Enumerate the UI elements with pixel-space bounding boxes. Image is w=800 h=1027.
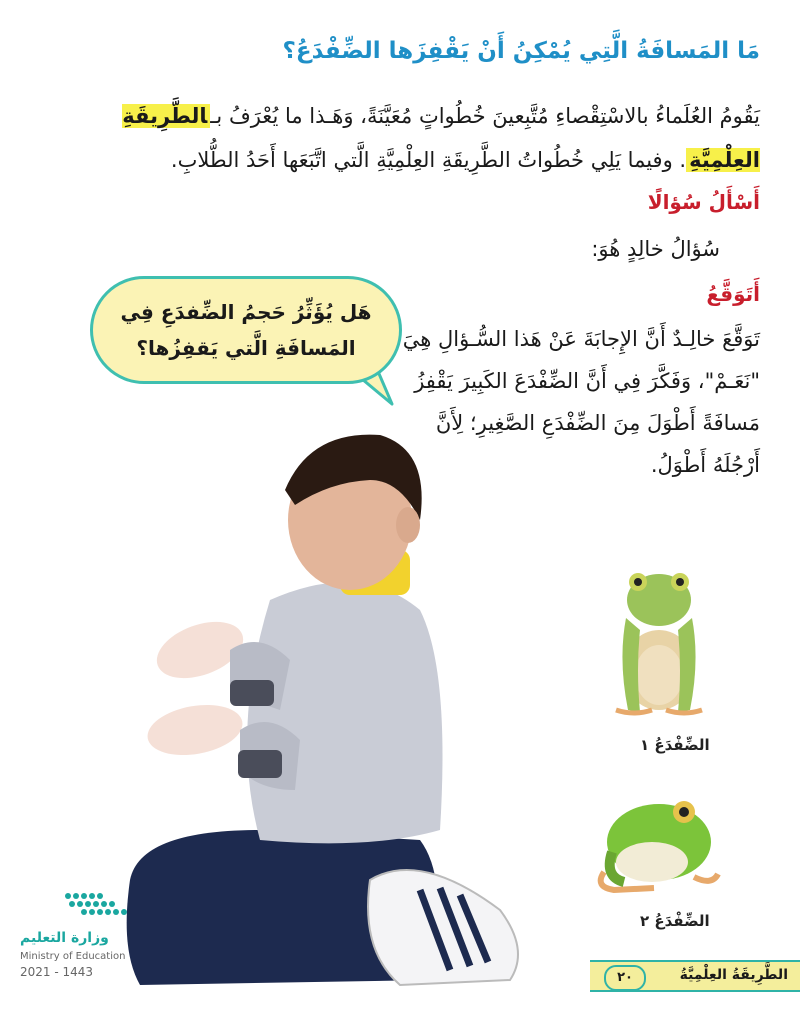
ministry-year: 2021 - 1443	[20, 965, 94, 979]
page-number: ٢٠	[604, 965, 646, 991]
intro-paragraph	[40, 94, 760, 182]
ministry-logo-icon	[18, 888, 138, 928]
intro-highlight: الطَّرِيقَةِ العِلْمِيَّةِ	[122, 104, 760, 172]
step-ask-heading: أَسْأَلُ سُؤالًا	[647, 190, 760, 214]
speech-bubble	[90, 276, 402, 384]
step-ask-text: سُؤالُ خالِدٍ هُوَ:	[591, 237, 720, 261]
step-predict-heading: أَتَوَقَّعُ	[706, 282, 760, 306]
page-title: مَا المَسافَةُ الَّتِي يُمْكِنُ أَنْ يَقْفِزَها الضِّفْدَعُ؟	[282, 38, 760, 64]
footer-bar	[590, 960, 800, 992]
frog-1-caption: الضِّفْدَعُ ١	[640, 736, 710, 754]
intro-text-part1: يَقُومُ العُلَماءُ بالاسْتِقْصاءِ مُتَّبِعينَ خُطُواتٍ مُعَيَّنَةً، وَهَـذا ما يُعْرَفُ بـ	[210, 104, 760, 128]
boy-illustration	[120, 410, 540, 990]
step-predict-text: تَوَقَّعَ خالِـدٌ أَنَّ الإِجابَةَ عَنْ هَذا السُّـؤالِ هِيَ "نَعَـمْ"، وَفَكَّرَ فِي أَنَّ الضِّفْدَعَ الكَبِيرَ يَقْفِزُ مَسافَةً أَطْوَلَ مِنَ الضِّفْدَعِ الصَّغِيرِ؛ لِأَنَّ أَرْجُلَهُ أَطْوَلُ.	[402, 327, 760, 477]
ministry-arabic-name: وزارة التعليم	[20, 930, 109, 946]
ministry-english-name: Ministry of Education	[20, 951, 126, 962]
intro-text-part2: . وفيما يَلِي خُطُواتُ الطَّرِيقَةِ العِلْمِيَّةِ الَّتي اتَّبَعَها أَحَدُ الطُّلابِ.	[170, 148, 687, 172]
speech-bubble-text: هَل يُؤَثِّرُ حَجمُ الضِّفدَعِ فِي المَسافَةِ الَّتي يَقفِزُها؟	[120, 300, 372, 360]
frog-2-image	[584, 782, 724, 897]
frog-1-image	[604, 560, 714, 720]
frog-2-caption: الضِّفْدَعُ ٢	[640, 912, 710, 930]
footer-chapter-label: الطَّرِيقَةُ العِلْمِيَّةُ	[679, 967, 788, 983]
